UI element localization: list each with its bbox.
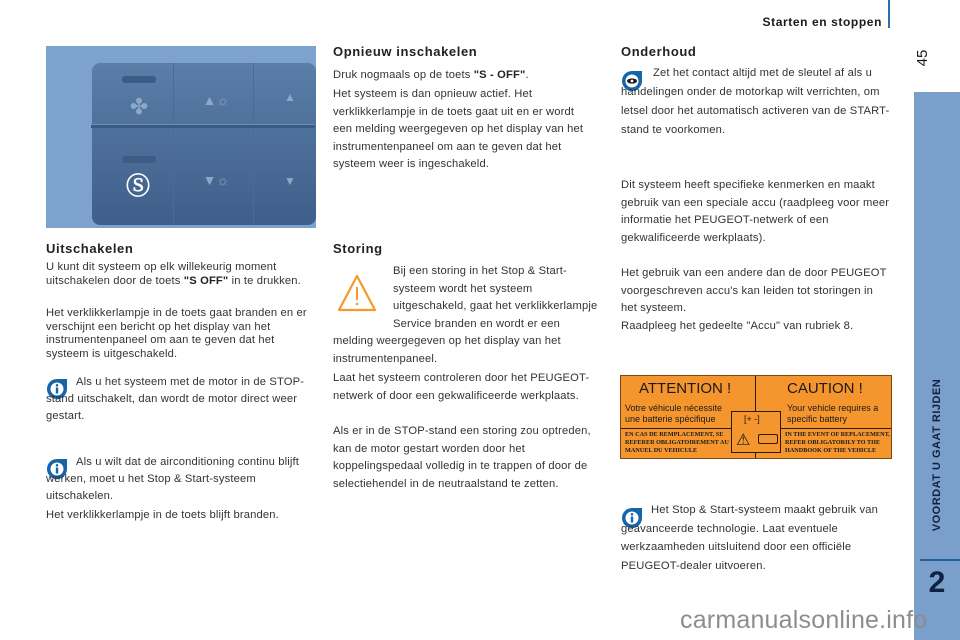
panel-divider bbox=[91, 124, 315, 128]
page-number: 45 bbox=[914, 49, 931, 67]
label-subtitle-en: Your vehicle requires a specific battery bbox=[787, 403, 879, 424]
stop-start-off-icon: Ⓢ bbox=[126, 173, 150, 200]
chapter-tab-label: VOORDAT U GAAT RIJDEN bbox=[931, 378, 943, 532]
paragraph: Het gebruik van een andere dan de door PEUGEOT voorgeschreven accu's kan leiden tot storingen in het systeem. bbox=[621, 267, 887, 314]
label-divider bbox=[781, 428, 891, 429]
info-note: Als u het systeem met de motor in de STOP-stand uitschakelt, dan wordt de motor direct weer gestart. bbox=[46, 376, 305, 422]
panel-column bbox=[174, 63, 254, 225]
warning-note: Bij een storing in het Stop & Start-systeem wordt het systeem uitgeschakeld, gaat het verklikkerlampje Service branden en wordt er een melding weergegeven op het display van het instrumentenpaneel. bbox=[333, 265, 598, 365]
paragraph: Het verklikkerlampje in de toets blijft branden. bbox=[46, 509, 279, 521]
eye-note: Zet het contact altijd met de sleutel af als u handelingen onder de motorkap wilt verrichten, om letsel door het automatisch activeren van de START-stand te voorkomen. bbox=[621, 67, 890, 136]
heading-opnieuw-inschakelen: Opnieuw inschakelen bbox=[333, 44, 478, 59]
label-title-fr: ATTENTION ! bbox=[639, 380, 732, 397]
paragraph: U kunt dit systeem op elk willekeurig moment uitschakelen door de toets "S OFF" in te drukken. bbox=[46, 261, 301, 287]
info-note: Als u wilt dat de airconditioning continu blijft werken, moet u het Stop & Start-systeem uitschakelen. bbox=[46, 456, 299, 502]
paragraph: Als er in de STOP-stand een storing zou optreden, kan de motor gestart worden door het koppelingspedaal volledig in te trappen of door de selectiehendel in de neutraalstand te zetten. bbox=[333, 425, 591, 490]
label-subtitle-fr: Votre véhicule nécessite une batterie spécifique bbox=[625, 403, 723, 424]
label-fine-print-en: IN THE EVENT OF REPLACEMENT, REFER OBLIGATORILY TO THE HANDBOOK OF THE VEHICLE bbox=[785, 431, 890, 454]
watermark: carmanualsonline.info bbox=[680, 606, 928, 634]
heading-uitschakelen: Uitschakelen bbox=[46, 241, 134, 256]
headlamp-up-icon: ▲☼ bbox=[202, 92, 230, 108]
heading-storing: Storing bbox=[333, 241, 383, 256]
paragraph: Druk nogmaals op de toets "S - OFF". bbox=[333, 69, 529, 81]
indicator-slot bbox=[122, 76, 156, 83]
paragraph: Het verklikkerlampje in de toets gaat branden en er verschijnt een bericht op het display van het instrumentenpaneel om aan te geven dat het systeem is uitgeschakeld. bbox=[46, 307, 307, 360]
battery-icon: [+ -] bbox=[744, 414, 760, 424]
indicator-slot bbox=[122, 156, 156, 163]
arrow-up-icon: ▲ bbox=[284, 90, 296, 104]
switch-panel-illustration bbox=[46, 46, 316, 228]
battery-caution-label bbox=[620, 375, 892, 459]
label-pictogram-box bbox=[731, 411, 781, 453]
label-divider bbox=[621, 428, 731, 429]
section-title: Starten en stoppen bbox=[762, 15, 882, 29]
chapter-tab-divider bbox=[920, 559, 960, 561]
paragraph: Het systeem is dan opnieuw actief. Het verklikkerlampje in de toets gaat uit en er wordt een melding weergegeven op het display van het instrumentenpaneel om aan te geven dat het systeem weer is ingeschakeld. bbox=[333, 88, 584, 170]
paragraph: Dit systeem heeft specifieke kenmerken en maakt gebruik van een speciale accu (raadpleeg voor meer informatie het PEUGEOT-netwerk of een gekwalificeerde werkplaats). bbox=[621, 179, 890, 244]
info-note: Het Stop & Start-systeem maakt gebruik van geavanceerde technologie. Laat eventuele werkzaamheden uitsluitend door een officiële PEUGEOT-dealer uitvoeren. bbox=[621, 504, 879, 572]
paragraph: Raadpleeg het gedeelte "Accu" van rubriek 8. bbox=[621, 320, 854, 332]
headlamp-down-icon: ▼☼ bbox=[202, 172, 230, 188]
chapter-number: 2 bbox=[928, 566, 946, 599]
warning-spacer bbox=[333, 263, 393, 333]
warning-icon: ⚠ bbox=[736, 432, 751, 449]
paragraph: Laat het systeem controleren door het PEUGEOT-netwerk of door een gekwalificeerde werkplaats. bbox=[333, 372, 590, 402]
manual-icon bbox=[758, 434, 778, 444]
arrow-down-icon: ▼ bbox=[284, 174, 296, 188]
heading-onderhoud: Onderhoud bbox=[621, 44, 697, 59]
header-divider bbox=[888, 0, 890, 28]
label-fine-print-fr: EN CAS DE REMPLACEMENT, SE REFERER OBLIGATOIREMENT AU MANUEL DU VEHICULE bbox=[625, 431, 729, 454]
label-title-en: CAUTION ! bbox=[787, 380, 863, 397]
fan-icon: ✤ bbox=[129, 94, 149, 119]
